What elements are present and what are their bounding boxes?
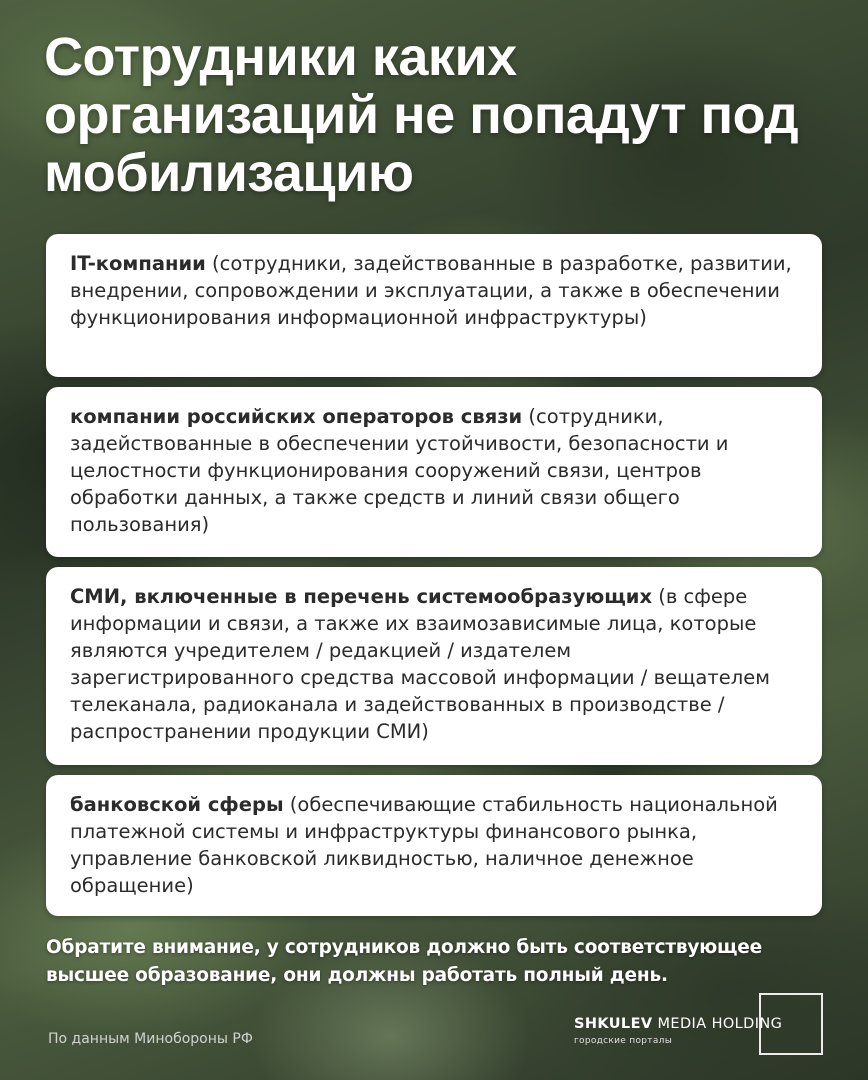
card-description: (в сфере информации и связи, а также их взаимозависимые лица, которые являются учредителем / редакцией / издателем зарегистрированного средства массовой информации / вещателем телеканала, радиоканала и задействованных в производстве / распространении продукции СМИ) xyxy=(70,585,770,743)
logo-brand-suffix: MEDIA HOLDING xyxy=(652,1016,783,1032)
card-description: (сотрудники, задействованные в обеспечении устойчивости, безопасности и целостности функционирования сооружений связи, центров обработки данных, а также средств и линий связи общего пользования) xyxy=(70,405,729,536)
organization-card-telecom xyxy=(46,387,822,557)
attention-note: Обратите внимание, у сотрудников должно быть соответствующее высшее образование, они должны работать полный день. xyxy=(46,937,763,986)
card-heading: IT-компании xyxy=(70,252,206,275)
card-heading: компании российских операторов связи xyxy=(70,405,523,428)
publisher-logo xyxy=(574,1015,782,1033)
card-heading: СМИ, включенные в перечень системообразующих xyxy=(70,585,653,608)
organization-card-media xyxy=(46,567,822,765)
card-description: (сотрудники, задействованные в разработке, развитии, внедрении, сопровождении и эксплуатации, а также в обеспечении функционирования информационной инфраструктуры) xyxy=(70,252,792,329)
logo-subtitle: городские порталы xyxy=(574,1036,673,1046)
card-heading: банковской сферы xyxy=(70,793,284,816)
organization-card-banking xyxy=(46,775,822,916)
page-title: Сотрудники каких организаций не попадут под мобилизацию xyxy=(44,27,799,203)
organization-card-it xyxy=(46,234,822,377)
source-caption: По данным Минобороны РФ xyxy=(48,1031,253,1047)
logo-brand: SHKULEV xyxy=(574,1016,653,1032)
card-description: (обеспечивающие стабильность национальной платежной системы и инфраструктуры финансового рынка, управление банковской ликвидностью, наличное денежное обращение) xyxy=(70,793,778,897)
